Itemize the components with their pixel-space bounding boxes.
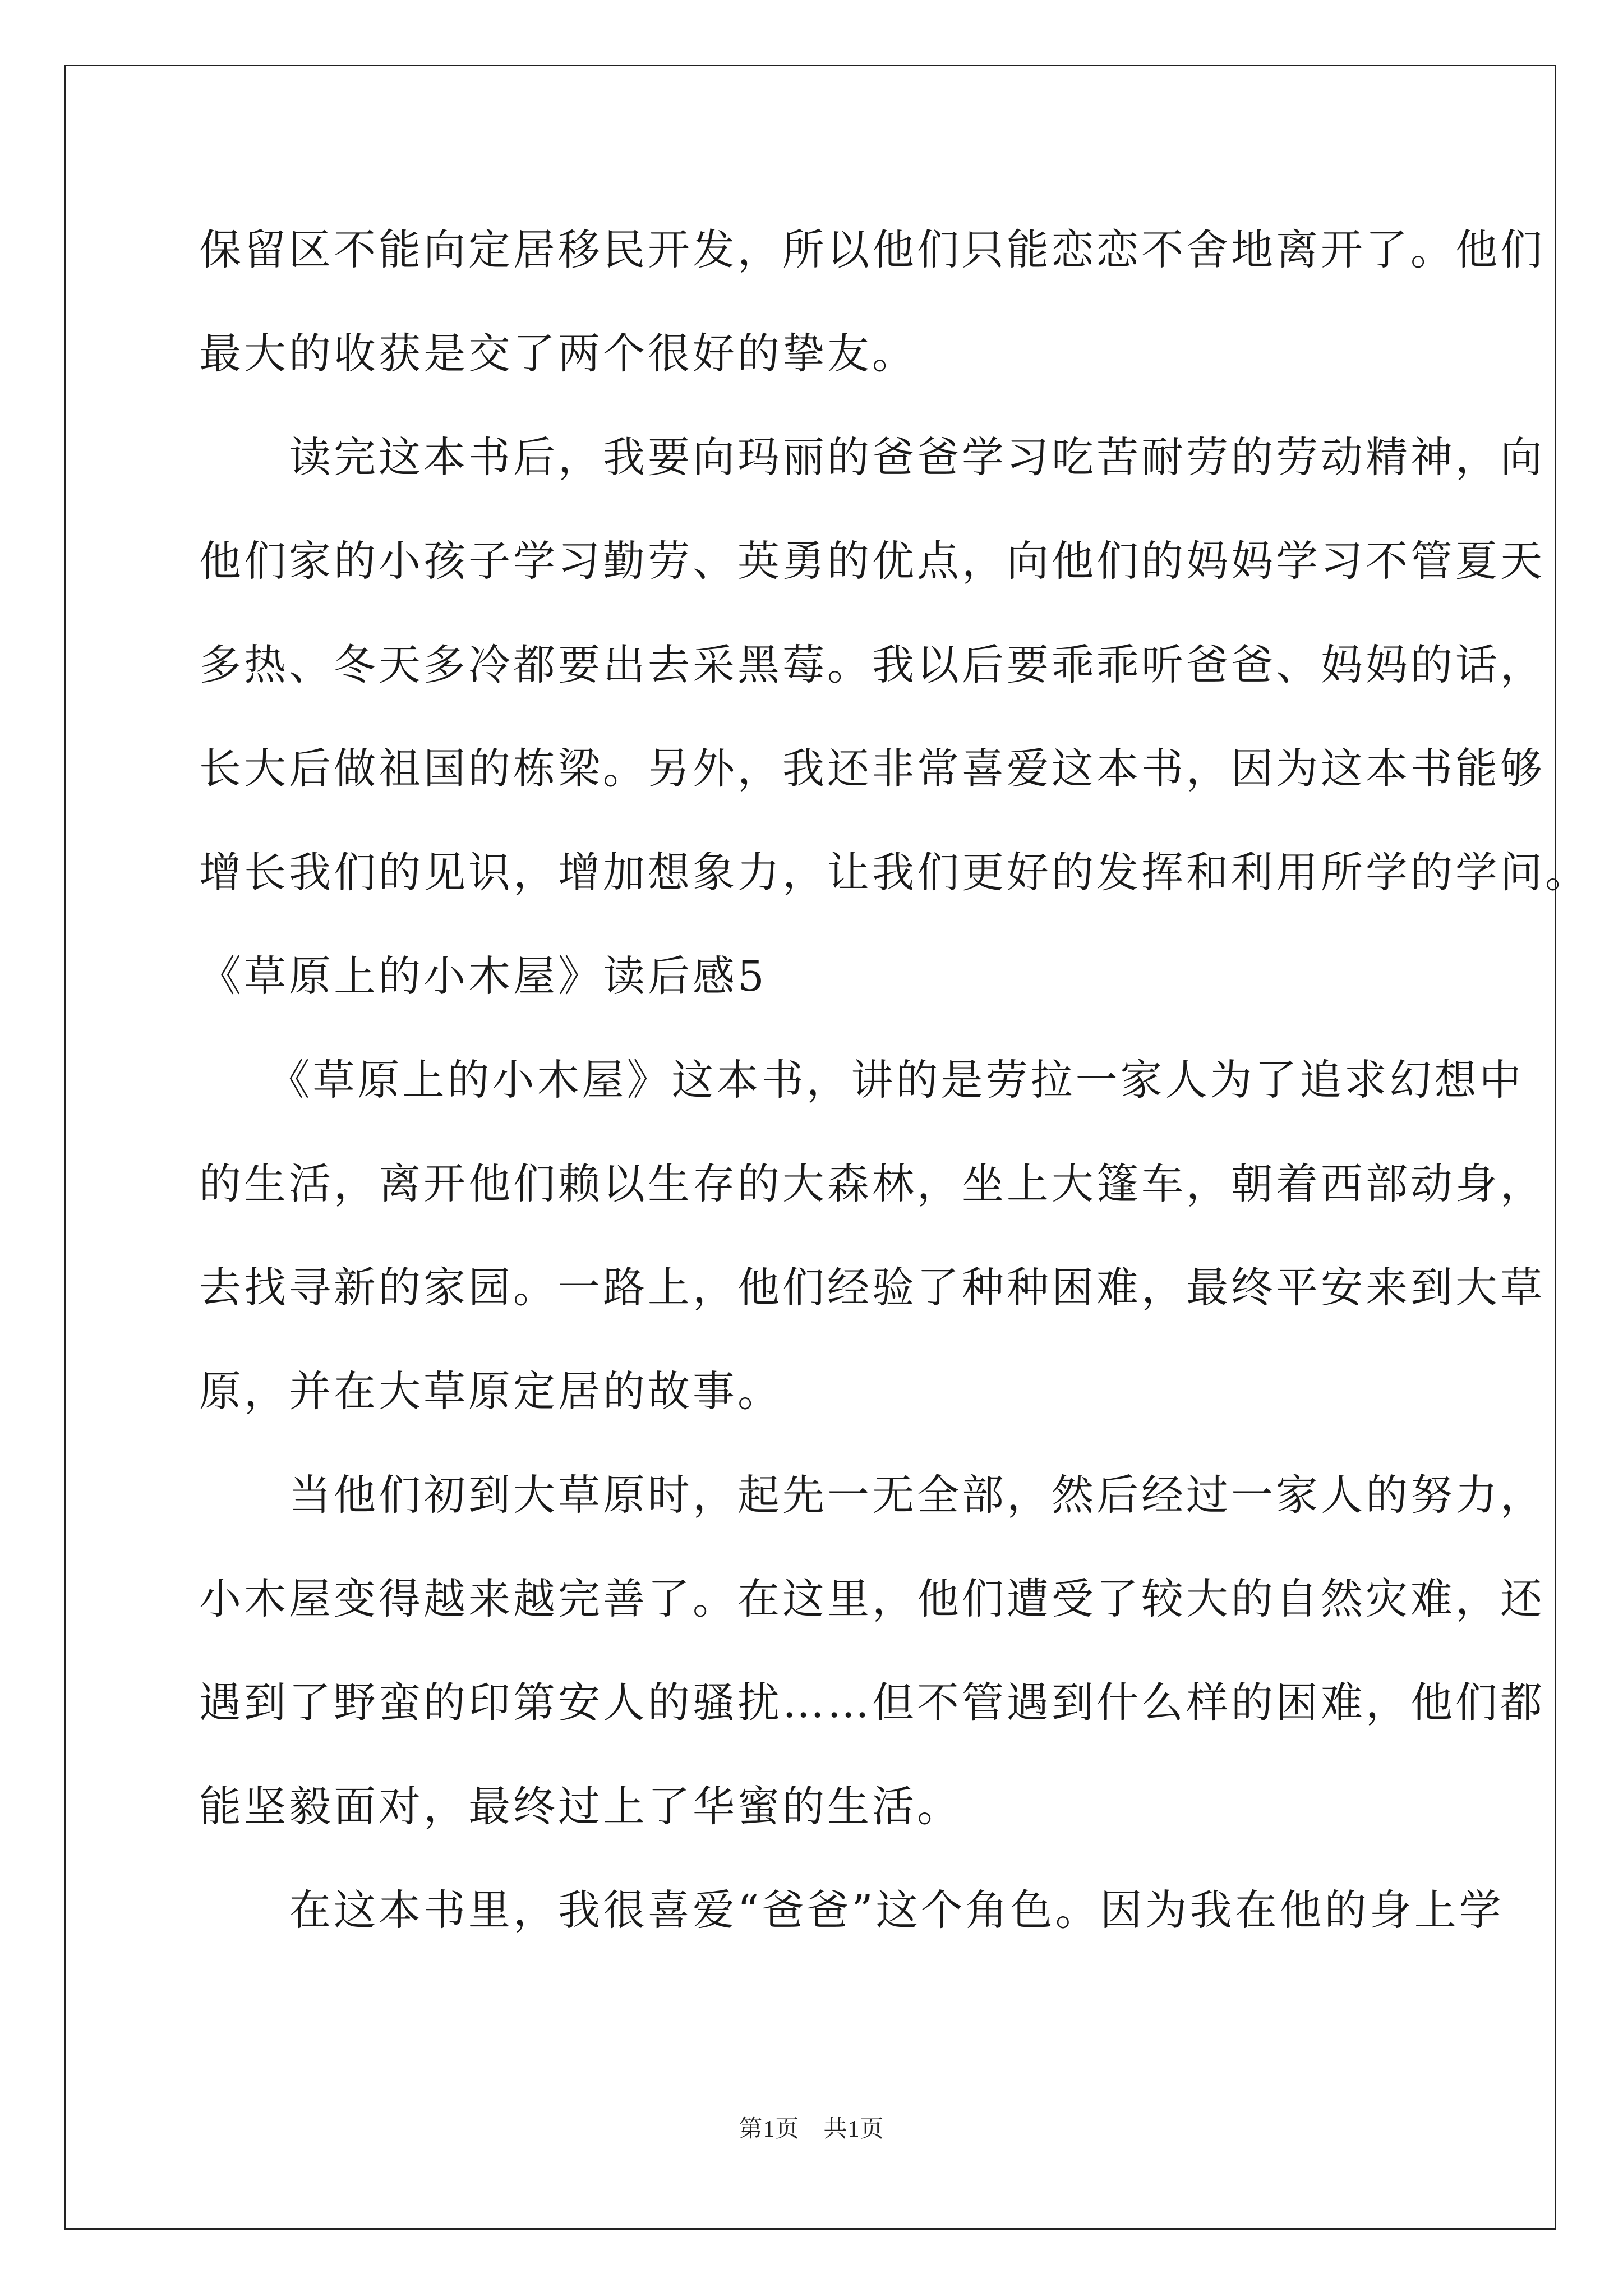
text-line: 遇到了野蛮的印第安人的骚扰……但不管遇到什么样的困难，他们都: [199, 1678, 1546, 1727]
text-line: 小木屋变得越来越完善了。在这里，他们遭受了较大的自然灾难，还: [199, 1574, 1546, 1623]
section-heading: 《草原上的小木屋》读后感5: [199, 951, 767, 1001]
text-line: 最大的收获是交了两个很好的挚友。: [199, 329, 917, 378]
text-line: 在这本书里，我很喜爱“爸爸”这个角色。因为我在他的身上学: [199, 1885, 1504, 1935]
text-line: 《草原上的小木屋》这本书，讲的是劳拉一家人为了追求幻想中: [199, 1055, 1524, 1105]
text-line: 能坚毅面对，最终过上了华蜜的生活。: [199, 1782, 962, 1831]
text-line: 原，并在大草原定居的故事。: [199, 1366, 783, 1416]
text-line: 读完这本书后，我要向玛丽的爸爸学习吃苦耐劳的劳动精神，向: [199, 432, 1546, 482]
text-line: 去找寻新的家园。一路上，他们经验了种种困难，最终平安来到大草: [199, 1263, 1546, 1312]
text-line: 的生活，离开他们赖以生存的大森林，坐上大篷车，朝着西部动身，: [199, 1159, 1546, 1208]
page-footer: 第1页 共1页: [739, 2116, 884, 2142]
document-body: [199, 222, 1590, 1986]
text-line: 增长我们的见识，增加想象力，让我们更好的发挥和利用所学的学问。: [199, 848, 1590, 897]
text-line: 长大后做祖国的栋梁。另外，我还非常喜爱这本书，因为这本书能够: [199, 744, 1546, 793]
text-line: 当他们初到大草原时，起先一无全部，然后经过一家人的努力，: [199, 1470, 1546, 1520]
text-line: 多热、冬天多冷都要出去采黑莓。我以后要乖乖听爸爸、妈妈的话，: [199, 640, 1546, 689]
text-line: 保留区不能向定居移民开发，所以他们只能恋恋不舍地离开了。他们: [199, 225, 1546, 274]
text-line: 他们家的小孩子学习勤劳、英勇的优点，向他们的妈妈学习不管夏天: [199, 536, 1546, 586]
